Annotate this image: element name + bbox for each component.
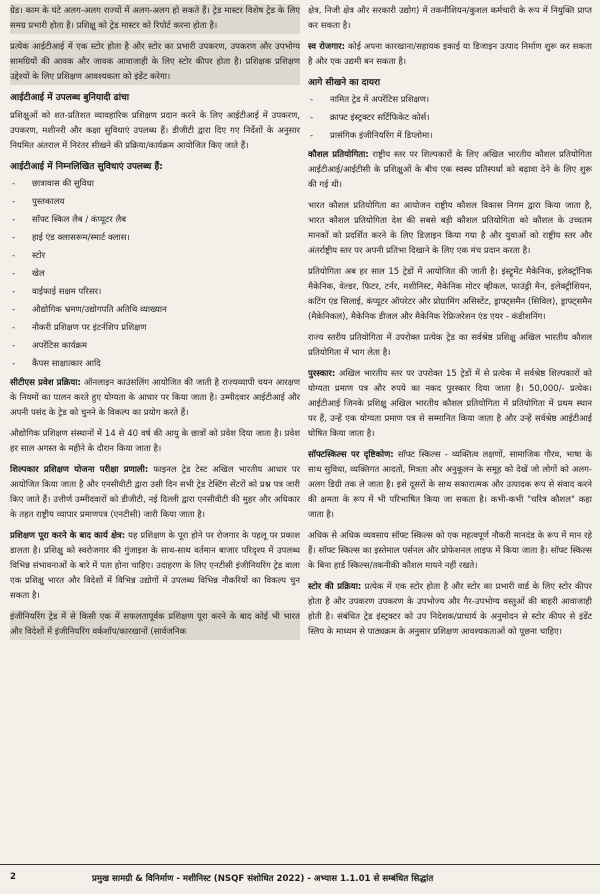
paragraph-age: औद्योगिक प्रशिक्षण संस्थानों में 14 से 40 वर्ष की आयु के छात्रों को प्रवेश दिया जाता है। प्रवेश हर साल अगस्त के महीने के दौरान किया जाता है। xyxy=(10,429,300,454)
lead-store-process: स्टोर की प्रक्रिया: xyxy=(308,582,362,592)
list-item: - नामित ट्रेड में अपरेंटिस प्रशिक्षण। xyxy=(308,94,592,107)
lead-soft-skills: सॉफ्टस्किल्स पर दृष्टिकोण: xyxy=(308,450,394,460)
list-item: - अपरेंटिस कार्यक्रम xyxy=(10,340,300,353)
further-learning-list xyxy=(308,94,592,143)
paragraph-trade-master: ग्रेड। काम के घंटे अलग-अलग राज्यों में अलग-अलग हो सकते हैं। ट्रेड मास्टर विशेष ट्रेड के लिए समग्र प्रभारी होता है। प्रशिक्षु को ट्रेड मास्टर को रिपोर्ट करना होता है। xyxy=(10,4,300,34)
lead-cts-admission: सीटीएस प्रवेश प्रक्रिया: xyxy=(10,378,81,388)
paragraph-india-skills: भारत कौशल प्रतियोगिता का आयोजन राष्ट्रीय कौशल विकास निगम द्वारा किया जाता है, भारत कौशल प्रतियोगिता देश की सबसे बड़ी कौशल प्रतियोगिता को कौशल के उच्चतम मानकों को प्रदर्शित करने के लिए डिज़ाइन किया गया है और युवाओं को राष्ट्रीय स्तर और अंतर्राष्ट्रीय स्तर पर अपनी प्रतिभा दिखाने के लिए एक मंच प्रदान करता है। xyxy=(308,201,592,256)
list-item: - नौकरी प्रशिक्षण पर इंटर्नशिप प्रशिक्षण xyxy=(10,322,300,335)
lead-skill-competition: कौशल प्रतियोगिता: xyxy=(308,150,369,160)
list-item: - छात्रावास की सुविधा xyxy=(10,178,300,191)
footer-title: प्रमुख सामग्री & विनिर्माण - मशीनिस्ट (NSQF संशोधित 2022) - अभ्यास 1.1.01 से सम्बंधित सिद्धांत xyxy=(92,874,434,884)
paragraph-self-employment xyxy=(308,40,592,70)
text-cts-admission: ऑनलाइन काउंसलिंग आयोजित की जाती है राज्यव्यापी चयन आरक्षण के नियमों का पालन करते हुए योग्यता के आधार पर किया जाता है। उम्मीदवार आईटीआई और अपनी पसंद के ट्रेड को चुनने के विकल्प का प्रयोग करते हैं। xyxy=(10,378,300,418)
paragraph-state-level: राज्य स्तरीय प्रतियोगिता में उपरोक्त प्रत्येक ट्रेड का सर्वश्रेष्ठ प्रशिक्षु अखिल भारतीय कौशल प्रतियोगिता में भाग लेता है। xyxy=(308,333,592,358)
paragraph-exam-system xyxy=(10,463,300,523)
page-number: 2 xyxy=(10,872,16,882)
lead-self-employment: स्व रोजगार: xyxy=(308,42,346,52)
facilities-list xyxy=(10,178,300,371)
lead-award: पुरस्कार: xyxy=(308,369,336,379)
text-skill-competition: राष्ट्रीय स्तर पर शिल्पकारों के लिए अखिल भारतीय कौशल प्रतियोगिता आईटीआई/आईटीसी के प्रशिक्षुओं के बीच एक स्वस्थ प्रतिस्पर्धा को बढ़ावा देने के लिए शुरू की गई थी। xyxy=(308,150,592,190)
paragraph-engineering-trade: इंजीनियरिंग ट्रेड में से किसी एक में सफलतापूर्वक प्रशिक्षण पूरा करने के बाद कोई भी भारत और विदेशों में इंजीनियरिंग वर्कशॉप/कारखानों (सार्वजनिक xyxy=(10,610,300,640)
paragraph-infrastructure: प्रशिक्षुओं को शत-प्रतिशत व्यावहारिक प्रशिक्षण प्रदान करने के लिए आईटीआई में उपकरण, उपकरण, मशीनरी और कक्षा सुविधाएं उपलब्ध हैं। डीजीटी द्वारा दिए गए निर्देशों के अनुसार नियमित अंतराल में निरंतर सीखने की प्रक्रिया/कार्यक्रम आयोजित किए जाते हैं। xyxy=(10,111,300,151)
list-item: - वाईफाई सक्षम परिसर। xyxy=(10,286,300,299)
paragraph-store: प्रत्येक आईटीआई में एक स्टोर होता है और स्टोर का प्रभारी उपकरण, उपकरण और उपभोग्य सामग्रियों की आवक और जावक आवाजाही के लिए स्टोर कीपर होता है। प्रशिक्षक प्रशिक्षण उद्देश्यों के लिए प्रशिक्षण आवश्यकता को इंडेंट करेगा। xyxy=(10,40,300,85)
paragraph-soft-skills xyxy=(308,448,592,523)
heading-facilities: आईटीआई में निम्नलिखित सुविधाएं उपलब्ध हैं: xyxy=(10,162,163,172)
paragraph-employment: क्षेत्र, निजी क्षेत्र और सरकारी उद्योग) में तकनीशियन/कुशल कर्मचारी के रूप में नियुक्ति प्राप्त कर सकता है। xyxy=(308,6,592,31)
page-footer xyxy=(0,864,600,894)
heading-infrastructure: आईटीआई में उपलब्ध बुनियादी ढांचा xyxy=(10,93,130,103)
list-item: - खेल xyxy=(10,268,300,281)
list-item: - कैंपस साक्षात्कार आदि xyxy=(10,358,300,371)
paragraph-work-area xyxy=(10,529,300,604)
list-item: - क्राफ्ट इंस्ट्रक्टर सर्टिफिकेट कोर्स। xyxy=(308,112,592,125)
list-item: - पुस्तकालय xyxy=(10,196,300,209)
text-store-process: प्रत्येक में एक स्टोर होता है और स्टोर का प्रभारी वार्ड के लिए स्टोर कीपर होता है और उपकरण उपकरण के उपभोज्य और गैर-उपभोग्य वस्तुओं की बाहरी आवाजाही होती है। संबंधित ट्रेड इंस्ट्रक्टर को उप निदेशक/प्राचार्य के अनुमोदन से स्टोर कीपर से इंडेंट स्लिप के माध्यम से पाठ्यक्रम के अनुसार प्रशिक्षण आवश्यकताओं को पूछना चाहिए। xyxy=(308,582,592,637)
text-exam-system: फाइनल ट्रेड टेस्ट अखिल भारतीय आधार पर आयोजित किया जाता है और एनसीवीटी द्वारा उसी दिन सभी ट्रेड टेस्टिंग सेंटरों को प्रश्न पत्र जारी किए जाते हैं। उत्तीर्ण उम्मीदवारों को डीजीटी, नई दिल्ली द्वारा एनसीवीटी की मुहर और अधिकार के तहत राष्ट्रीय व्यापार प्रमाणपत्र (एनटीसी) जारी किया जाता है। xyxy=(10,465,300,520)
lead-work-area: प्रशिक्षण पूरा करने के बाद कार्य क्षेत्र: xyxy=(10,531,126,541)
paragraph-soft-skills-business: अधिक से अधिक व्यवसाय सॉफ्ट स्किल्स को एक महत्वपूर्ण नौकरी मानदंड के रूप में मान रहे हैं। सॉफ्ट स्किल्स का इस्तेमाल पर्सनल और प्रोफेशनल लाइफ में किया जाता है। सॉफ्ट स्किल्स के बिना हार्ड स्किल्स/तकनीकी कौशल मायने नहीं रखते। xyxy=(308,531,592,571)
lead-exam-system: शिल्पकार प्रशिक्षण योजना परीक्षा प्रणाली: xyxy=(10,465,149,475)
text-self-employment: कोई अपना कारखाना/सहायक इकाई या डिजाइन उत्पाद निर्माण शुरू कर सकता है और एक उद्यमी बन सकता है। xyxy=(308,42,592,67)
list-item: - औद्योगिक भ्रमण/उद्योगपति अतिथि व्याख्यान xyxy=(10,304,300,317)
heading-further-learning: आगे सीखने का दायरा xyxy=(308,78,381,88)
paragraph-cts-admission xyxy=(10,376,300,421)
text-award: अखिल भारतीय स्तर पर उपरोक्त 15 ट्रेडों में से प्रत्येक में सर्वश्रेष्ठ शिल्पकारों को योग्यता प्रमाण पत्र और रुपये का नकद पुरस्कार दिया जाता है। 50,000/- प्रत्येक। आईटीआई जिनके प्रशिक्षु अखिल भारतीय कौशल प्रतियोगिता में प्रतियोगिता में प्रथम स्थान पर हैं, उन्हें एक योग्यता प्रमाण पत्र से सम्मानित किया जाता है और उन्हें सर्वश्रेष्ठ आईटीआई घोषित किया जाता है। xyxy=(308,369,592,439)
paragraph-store-process xyxy=(308,580,592,640)
paragraph-skill-competition xyxy=(308,148,592,193)
list-item: - स्टोर xyxy=(10,250,300,263)
paragraph-competition-trades: प्रतियोगिता अब हर साल 15 ट्रेडों में आयोजित की जाती है। इंस्ट्रूमेंट मैकेनिक, इलेक्ट्रॉनिक मैकेनिक, वेल्डर, फिटर, टर्नर, मशीनिस्ट, मैकेनिक मोटर व्हीकल, फाउंड्री मैन, इलेक्ट्रीशियन, कटिंग एंड सिलाई, कंप्यूटर ऑपरेटर और प्रोग्रामिंग असिस्टेंट, ड्राफ्ट्समैन (सिविल), ड्राफ्ट्समैन (मैकेनिकल), मैकेनिक डीजल और मैकेनिक रेफ्रिजरेशन एंड एयर - कंडीशनिंग। xyxy=(308,267,592,322)
right-column xyxy=(308,4,592,862)
text-soft-skills: सॉफ्ट स्किल्स - व्यक्तित्व लक्षणों, सामाजिक गौरव, भाषा के साथ सुविधा, व्यक्तिगत आदतों, मित्रता और अनुकूलन के समूह को देखें जो लोगों को अलग-अलग डिग्री तक ले जाता है। इसे दूसरों के साथ सकारात्मक और उत्पादक रूप से संवाद करने की क्षमता के रूप में भी परिभाषित किया जा सकता है। कभी-कभी "चरित्र कौशल" कहा जाता है। xyxy=(308,450,592,520)
list-item: - हाई एंड क्लासरूम/स्मार्ट क्लास। xyxy=(10,232,300,245)
paragraph-award xyxy=(308,367,592,442)
list-item: - सॉफ्ट स्किल लैब / कंप्यूटर लैब xyxy=(10,214,300,227)
list-item: - प्रासंगिक इंजीनियरिंग में डिप्लोमा। xyxy=(308,130,592,143)
left-column xyxy=(10,4,300,862)
text-work-area: यह प्रशिक्षण के पूरा होने पर रोजगार के पहलू पर प्रकाश डालता है। प्रशिक्षु को स्वरोजगार की गुंजाइश के साथ-साथ वर्तमान बाजार परिदृश्य में उपलब्ध विभिन्न संभावनाओं के बारे में पता होना चाहिए। उदाहरण के लिए एनटीसी इंजीनियरिंग ट्रेड वाला एक प्रशिक्षु भारत और विदेशों में विभिन्न उद्योगों में उपलब्ध विभिन्न नौकरियों का विकल्प चुन सकता है। xyxy=(10,531,300,601)
